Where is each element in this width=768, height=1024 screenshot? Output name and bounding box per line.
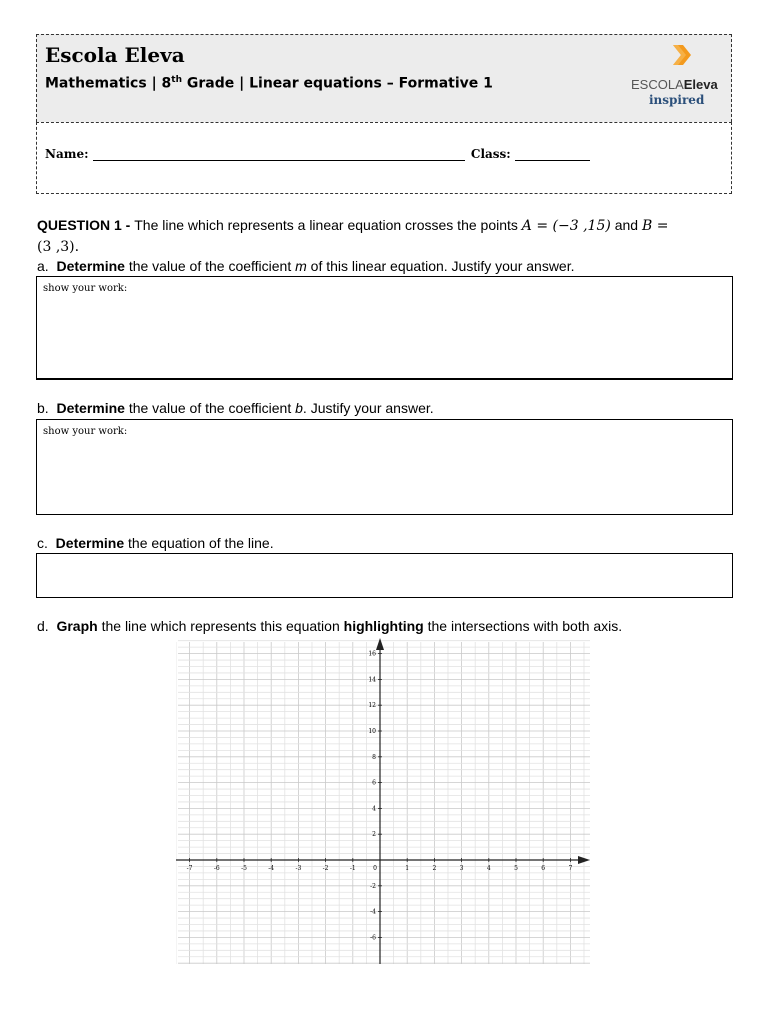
x-tick-label: 0: [373, 865, 377, 872]
escola-eleva-logo: [629, 43, 729, 113]
part-b-answer-box[interactable]: [36, 419, 733, 515]
y-tick-label: -2: [370, 882, 376, 890]
y-tick-label: -6: [370, 934, 376, 942]
y-axis-arrow-icon: [376, 638, 384, 650]
x-tick-label: 5: [514, 865, 518, 872]
student-info-panel: [36, 122, 732, 194]
y-tick-label: 16: [368, 650, 376, 658]
question-1-prompt: QUESTION 1 - The line which represents a linear equation crosses the points A = (−3 ,15) and B = (3 ,3).: [37, 217, 669, 255]
name-label: Name:: [45, 147, 89, 161]
x-tick-label: -1: [349, 865, 356, 872]
x-tick-label: 3: [459, 865, 464, 872]
x-tick-label: -2: [322, 865, 329, 872]
part-c-answer-box[interactable]: [36, 553, 733, 598]
part-d-prompt: d. Graph the line which represents this equation highlighting the intersections with both axis.: [37, 618, 623, 634]
x-tick-label: -5: [241, 865, 247, 872]
part-a-prompt: a. Determine the value of the coefficient m of this linear equation. Justify your answer.: [37, 258, 575, 274]
x-tick-label: 7: [568, 865, 573, 872]
class-label: Class:: [470, 147, 511, 161]
y-tick-label: 2: [372, 831, 376, 839]
part-a-answer-box[interactable]: [36, 276, 733, 380]
student-info-row: [45, 147, 590, 161]
logo-tagline: inspired: [649, 93, 705, 107]
y-tick-label: 6: [372, 779, 376, 787]
y-tick-label: 8: [372, 753, 376, 761]
y-tick-label: 14: [368, 676, 376, 684]
y-tick-label: 12: [368, 702, 376, 710]
class-field[interactable]: [515, 149, 590, 161]
x-tick-label: 6: [541, 865, 546, 872]
x-tick-label: -6: [213, 865, 220, 872]
part-b-prompt: b. Determine the value of the coefficient b. Justify your answer.: [37, 400, 434, 416]
part-c-prompt: c. Determine the equation of the line.: [37, 535, 274, 551]
y-tick-label: -4: [370, 908, 376, 916]
x-tick-label: -4: [268, 865, 275, 872]
x-tick-label: -7: [186, 865, 193, 872]
header-panel: [36, 34, 732, 122]
chevron-arrow-icon: [669, 43, 693, 67]
x-tick-label: 4: [486, 865, 491, 872]
x-tick-label: 1: [405, 865, 410, 872]
y-tick-label: 10: [368, 728, 376, 735]
worksheet-subtitle: Mathematics | 8th Grade | Linear equations – Formative 1: [45, 75, 493, 92]
x-tick-label: -3: [295, 865, 302, 872]
y-tick-label: 4: [372, 805, 376, 813]
name-field[interactable]: [93, 149, 465, 161]
show-work-hint: show your work:: [43, 283, 128, 294]
x-tick-label: 2: [432, 865, 437, 872]
logo-brand: ESCOLAEleva: [631, 77, 718, 92]
school-name: Escola Eleva: [45, 43, 185, 67]
show-work-hint: show your work:: [43, 426, 128, 437]
coordinate-grid[interactable]: [176, 636, 592, 966]
